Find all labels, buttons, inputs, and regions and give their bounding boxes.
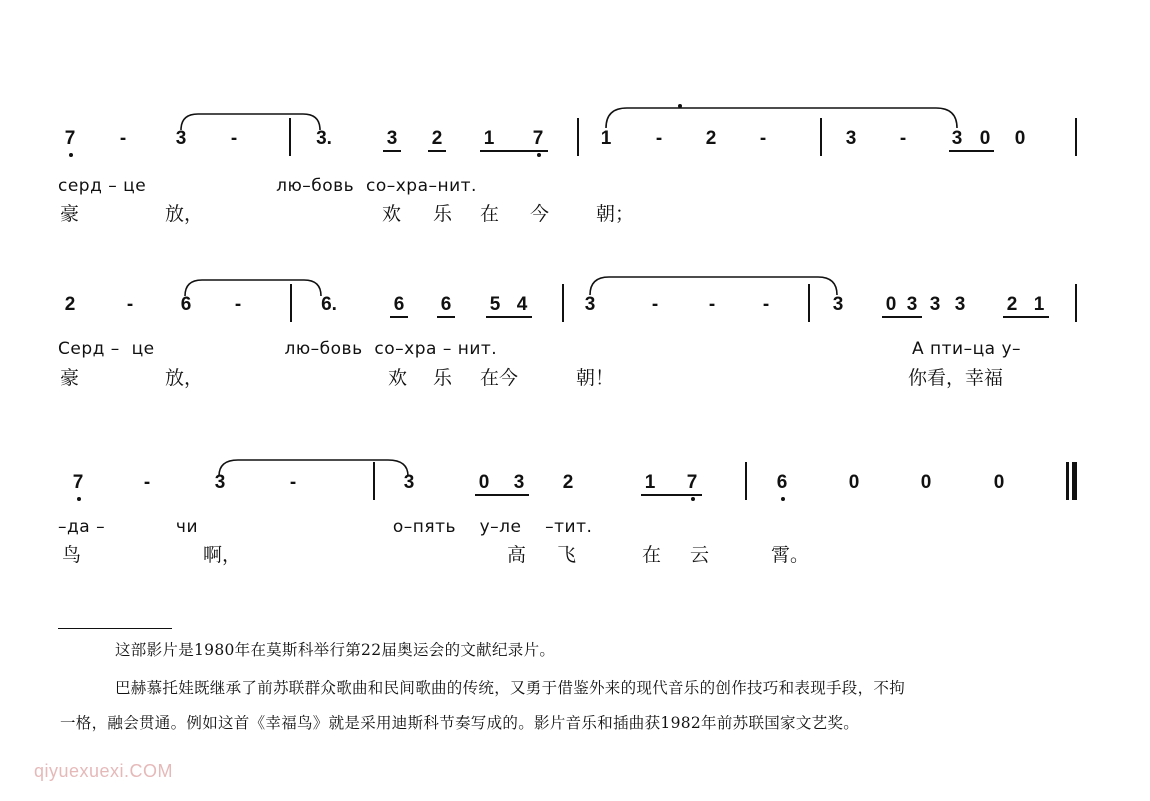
note: 7 [532, 128, 544, 149]
footnote-line-2: 巴赫慕托娃既继承了前苏联群众歌曲和民间歌曲的传统，又勇于借鉴外来的现代音乐的创作技巧和表现手段，不拘 [115, 679, 906, 697]
final-barline-thick [1072, 462, 1077, 500]
note: 1 [600, 128, 612, 149]
note: 1 [1033, 294, 1045, 315]
barline [373, 462, 375, 500]
note: 3 [175, 128, 187, 149]
note: 0 [848, 472, 860, 493]
note: 3 [386, 128, 398, 149]
note: 7 [72, 472, 84, 493]
octave-dot [69, 153, 73, 157]
note: 3 [906, 294, 918, 315]
lyric-cn: 乐 [433, 203, 453, 225]
note: 3 [929, 294, 941, 315]
dash: - [762, 294, 770, 315]
dash: - [230, 128, 238, 149]
lyrics-russian: Серд – це лю–бовь со–хра – нит. [58, 339, 498, 359]
note: 3 [214, 472, 226, 493]
dash: - [289, 472, 297, 493]
lyric-cn: 鸟 [62, 544, 82, 566]
beam-underline [390, 316, 408, 318]
footnote-line-3: 一格，融会贯通。例如这首《幸福鸟》就是采用迪斯科节奏写成的。影片音乐和插曲获1982年前苏联国家文艺奖。 [60, 714, 860, 732]
barline [808, 284, 810, 322]
barline [562, 284, 564, 322]
barline [745, 462, 747, 500]
note: 6 [180, 294, 192, 315]
watermark: qiyuexuexi.COM [34, 761, 174, 781]
dash: - [119, 128, 127, 149]
dash: - [655, 128, 663, 149]
lyric-cn: 在今 [480, 367, 519, 389]
note: 0 [993, 472, 1005, 493]
beam-underline [480, 150, 548, 152]
octave-dot [781, 497, 785, 501]
note: 0 [920, 472, 932, 493]
beam-underline [383, 150, 401, 152]
slur [216, 456, 412, 478]
beam-underline [475, 494, 529, 496]
note: 2 [705, 128, 717, 149]
note: 6 [440, 294, 452, 315]
lyric-cn: 朝； [596, 203, 635, 225]
dash: - [143, 472, 151, 493]
note: 1 [644, 472, 656, 493]
note: 3 [832, 294, 844, 315]
dash: - [126, 294, 134, 315]
barline [820, 118, 822, 156]
lyric-cn: 豪 [60, 367, 80, 389]
octave-dot [77, 497, 81, 501]
lyric-cn: 放， [165, 203, 204, 225]
lyric-cn: 放， [165, 367, 204, 389]
note: 0 [478, 472, 490, 493]
octave-dot [537, 153, 541, 157]
note: 0 [885, 294, 897, 315]
lyric-cn: 在 [642, 544, 662, 566]
note: 0 [1014, 128, 1026, 149]
lyric-cn: 朝！ [576, 367, 615, 389]
slur [178, 110, 323, 132]
lyric-cn: 乐 [433, 367, 453, 389]
lyric-cn: 豪 [60, 203, 80, 225]
lyric-cn: 啊， [203, 544, 242, 566]
barline [577, 118, 579, 156]
dash: - [759, 128, 767, 149]
note: 3. [316, 128, 332, 149]
note: 3 [954, 294, 966, 315]
note: 7 [686, 472, 698, 493]
note: 2 [562, 472, 574, 493]
lyric-cn: 你看，幸福 [908, 367, 1004, 389]
barline [290, 284, 292, 322]
beam-underline [486, 316, 532, 318]
lyric-cn: 欢 [388, 367, 408, 389]
note: 3 [951, 128, 963, 149]
note: 3 [845, 128, 857, 149]
note: 5 [489, 294, 501, 315]
dash: - [708, 294, 716, 315]
slur [603, 104, 960, 130]
note: 1 [483, 128, 495, 149]
lyric-cn: 在 [480, 203, 500, 225]
lyric-cn: 云 [690, 544, 710, 566]
beam-underline [949, 150, 994, 152]
lyrics-russian: серд – це лю–бовь со–хра–нит. [58, 176, 477, 196]
dash: - [234, 294, 242, 315]
dash: - [651, 294, 659, 315]
beam-underline [1003, 316, 1049, 318]
slur [182, 276, 324, 298]
note: 3 [584, 294, 596, 315]
barline [289, 118, 291, 156]
beam-underline [428, 150, 446, 152]
note: 2 [1006, 294, 1018, 315]
note: 4 [516, 294, 528, 315]
note: 6 [776, 472, 788, 493]
note: 6 [393, 294, 405, 315]
note: 0 [979, 128, 991, 149]
barline [1075, 118, 1077, 156]
lyrics-russian: –да – чи о–пять у–ле –тит. [58, 517, 593, 537]
footnote-rule [58, 628, 172, 629]
note: 7 [64, 128, 76, 149]
dash: - [899, 128, 907, 149]
note: 6. [321, 294, 337, 315]
lyrics-russian: А пти–ца у– [912, 339, 1022, 359]
lyric-cn: 高 [507, 544, 527, 566]
note: 3 [403, 472, 415, 493]
octave-dot [691, 497, 695, 501]
final-barline-thin [1066, 462, 1069, 500]
note: 3 [513, 472, 525, 493]
beam-underline [641, 494, 702, 496]
barline [1075, 284, 1077, 322]
beam-underline [882, 316, 922, 318]
note: 2 [431, 128, 443, 149]
lyric-cn: 欢 [382, 203, 402, 225]
lyric-cn: 霄。 [771, 544, 810, 566]
beam-underline [437, 316, 455, 318]
footnote-line-1: 这部影片是1980年在莫斯科举行第22届奥运会的文献纪录片。 [115, 641, 556, 659]
note: 2 [64, 294, 76, 315]
accent-dot [678, 104, 682, 108]
lyric-cn: 今 [530, 203, 550, 225]
lyric-cn: 飞 [557, 544, 577, 566]
